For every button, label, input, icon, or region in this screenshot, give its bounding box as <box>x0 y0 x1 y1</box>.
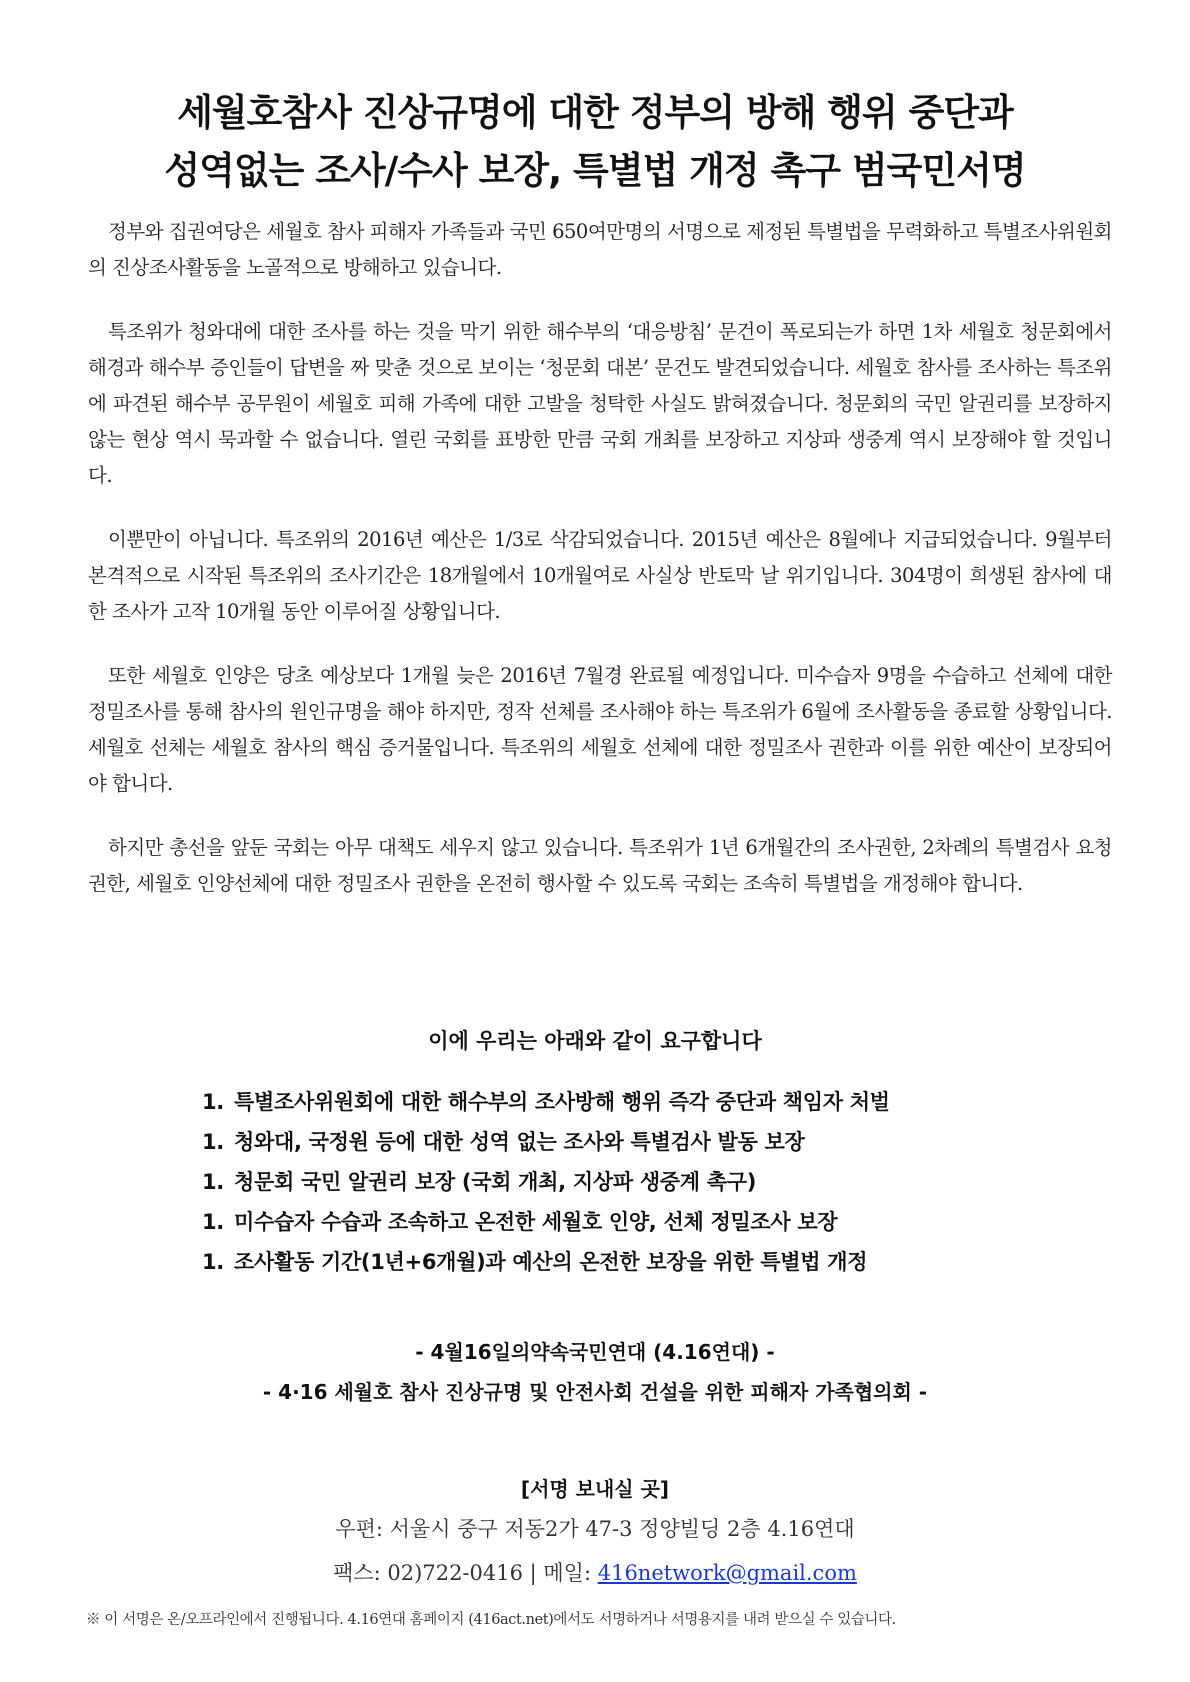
demand-item <box>202 1202 890 1242</box>
title-line-2: 성역없는 조사/수사 보장, 특별법 개정 촉구 범국민서명 <box>164 149 1026 192</box>
organization-line-2: - 4·16 세월호 참사 진상규명 및 안전사회 건설을 위한 피해자 가족협의회 - <box>262 1380 928 1404</box>
demands-heading: 이에 우리는 아래와 같이 요구합니다 <box>428 1029 762 1053</box>
paragraph-3: 이뿐만이 아닙니다. 특조위의 2016년 예산은 1/3로 삭감되었습니다. 2015년 예산은 8월에나 지급되었습니다. 9월부터 본격적으로 시작된 특조위의 조사기간은 18개월에서 10개월여로 사실상 반토막 날 위기입니다. 304명이 희생된 참사에 대한 조사가 고작 10개월 동안 이루어질 상황입니다. <box>88 528 1112 623</box>
demand-item <box>202 1082 890 1122</box>
demand-text: 조사활동 기간(1년+6개월)과 예산의 온전한 보장을 위한 특별법 개정 <box>234 1250 868 1274</box>
fax-label: 팩스: 02)722-0416 | 메일: <box>333 1561 598 1585</box>
demand-number: 1. <box>202 1130 224 1154</box>
send-heading: [서명 보내실 곳] <box>520 1477 670 1501</box>
organization-line-1: - 4월16일의약속국민연대 (4.16연대) - <box>415 1340 775 1364</box>
demand-number: 1. <box>202 1210 224 1234</box>
demand-text: 청문회 국민 알권리 보장 (국회 개최, 지상파 생중계 촉구) <box>234 1170 757 1194</box>
contact-line <box>60 1557 1130 1587</box>
title-line-1: 세월호참사 진상규명에 대한 정부의 방해 행위 중단과 <box>177 91 1013 134</box>
demand-text: 청와대, 국정원 등에 대한 성역 없는 조사와 특별검사 발동 보장 <box>234 1130 805 1154</box>
footnote: ※ 이 서명은 온/오프라인에서 진행됩니다. 4.16연대 홈페이지 (416act.net)에서도 서명하거나 서명용지를 내려 받으실 수 있습니다. <box>86 1612 896 1628</box>
demand-text: 특별조사위원회에 대한 해수부의 조사방해 행위 즉각 중단과 책임자 처벌 <box>234 1090 890 1114</box>
paragraph-2: 특조위가 청와대에 대한 조사를 하는 것을 막기 위한 해수부의 ‘대응방침’ 문건이 폭로되는가 하면 1차 세월호 청문회에서 해경과 해수부 증인들이 답변을 짜 맞춘 것으로 보이는 ‘청문회 대본’ 문건도 발견되었습니다. 세월호 참사를 조사하는 특조위에 파견된 해수부 공무원이 세월호 피해 가족에 대한 고발을 청탁한 사실도 밝혀졌습니다. 청문회의 국민 알권리를 보장하지 않는 현상 역시 묵과할 수 없습니다. 열린 국회를 표방한 만큼 국회 개최를 보장하고 지상파 생중계 역시 보장해야 할 것입니다. <box>88 320 1112 487</box>
paragraph-5: 하지만 총선을 앞둔 국회는 아무 대책도 세우지 않고 있습니다. 특조위가 1년 6개월간의 조사권한, 2차례의 특별검사 요청권한, 세월호 인양선체에 대한 정밀조사 권한을 온전히 행사할 수 있도록 국회는 조속히 특별법을 개정해야 합니다. <box>88 836 1112 895</box>
postal-address: 우편: 서울시 중구 저동2가 47-3 정양빌딩 2층 4.16연대 <box>335 1517 855 1541</box>
demands-list <box>202 1082 890 1282</box>
demand-number: 1. <box>202 1170 224 1194</box>
email-link[interactable]: 416network@gmail.com <box>597 1561 857 1585</box>
demand-number: 1. <box>202 1090 224 1114</box>
paragraph-1: 정부와 집권여당은 세월호 참사 피해자 가족들과 국민 650여만명의 서명으로 제정된 특별법을 무력화하고 특별조사위원회의 진상조사활동을 노골적으로 방해하고 있습니다. <box>88 220 1112 279</box>
demand-text: 미수습자 수습과 조속하고 온전한 세월호 인양, 선체 정밀조사 보장 <box>234 1210 838 1234</box>
demand-number: 1. <box>202 1250 224 1274</box>
body-text <box>88 214 1112 930</box>
demand-item <box>202 1122 890 1162</box>
paragraph-4: 또한 세월호 인양은 당초 예상보다 1개월 늦은 2016년 7월경 완료될 예정입니다. 미수습자 9명을 수습하고 선체에 대한 정밀조사를 통해 참사의 원인규명을 해야 하지만, 정작 선체를 조사해야 하는 특조위가 6월에 조사활동을 종료할 상황입니다. 세월호 선체는 세월호 참사의 핵심 증거물입니다. 특조위의 세월호 선체에 대한 정밀조사 권한과 이를 위한 예산이 보장되어야 합니다. <box>88 664 1112 795</box>
demand-item <box>202 1242 890 1282</box>
demand-item <box>202 1162 890 1202</box>
